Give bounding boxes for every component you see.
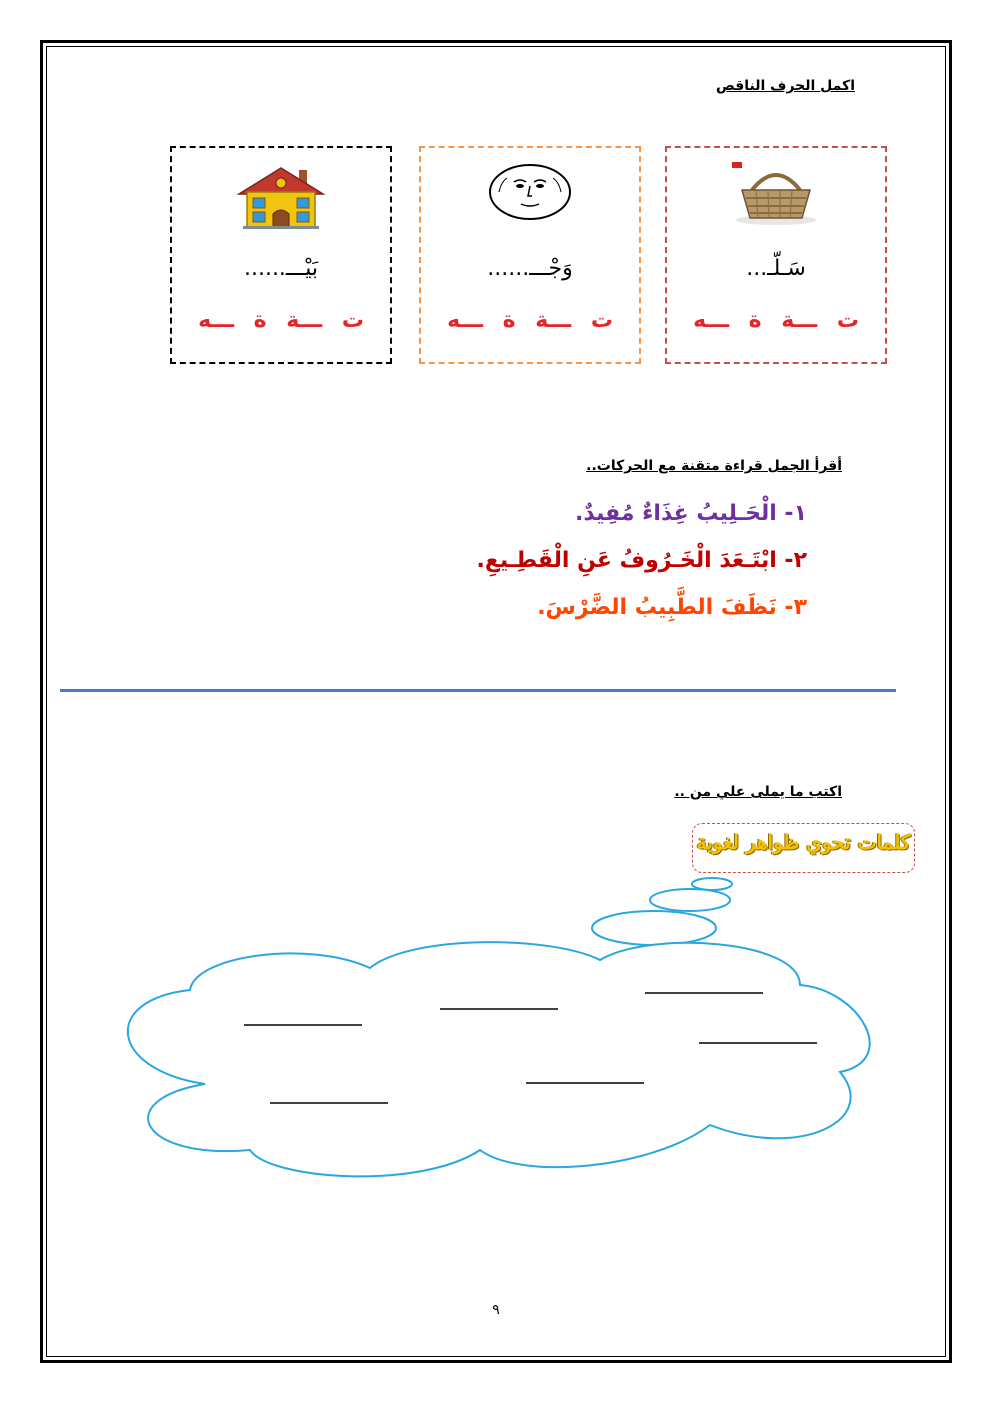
card-face bbox=[419, 146, 641, 364]
sentence-2: ٢- ابْتَـعَدَ الْخَـرُوفُ عَنِ الْقَطِـيعِ. bbox=[476, 548, 807, 573]
letter-options: ت ـــة ة ـــه bbox=[693, 308, 859, 333]
word-face: وَجْـــ...... bbox=[487, 256, 573, 281]
linguistic-words-tag bbox=[692, 823, 915, 873]
word-basket: سَـلّـ... bbox=[746, 256, 806, 281]
thought-bubble-small bbox=[692, 878, 732, 890]
page-number: ٩ bbox=[492, 1302, 500, 1318]
letter-options: ت ـــة ة ـــه bbox=[198, 308, 364, 333]
thought-bubble-medium bbox=[650, 889, 730, 911]
dictation-heading: اكتب ما يملى علي من .. bbox=[674, 784, 842, 800]
moon-face-image bbox=[487, 162, 573, 222]
word-house: بَيْـــ...... bbox=[243, 256, 319, 281]
letter-options: ت ـــة ة ـــه bbox=[447, 308, 613, 333]
basket-image bbox=[728, 160, 824, 226]
thought-bubble-large bbox=[592, 911, 716, 945]
cloud-outline bbox=[128, 942, 870, 1176]
read-sentences-heading: أقرأ الجمل قراءة متقنة مع الحركات.. bbox=[586, 458, 842, 474]
section-divider bbox=[60, 689, 896, 692]
sentence-3: ٣- نَظَفَ الطَّبِيبُ الضَّرْسَ. bbox=[537, 595, 807, 620]
complete-letter-heading: اكمل الحرف الناقص bbox=[716, 78, 855, 94]
sentence-1: ١- الْحَـلِيبُ غِذَاءٌ مُفِيدٌ. bbox=[575, 501, 807, 526]
thought-cloud bbox=[0, 870, 992, 1190]
house-image bbox=[235, 164, 327, 230]
card-house bbox=[170, 146, 392, 364]
linguistic-words-label: كلمات تحوي ظواهر لغوية bbox=[696, 830, 911, 854]
card-basket bbox=[665, 146, 887, 364]
